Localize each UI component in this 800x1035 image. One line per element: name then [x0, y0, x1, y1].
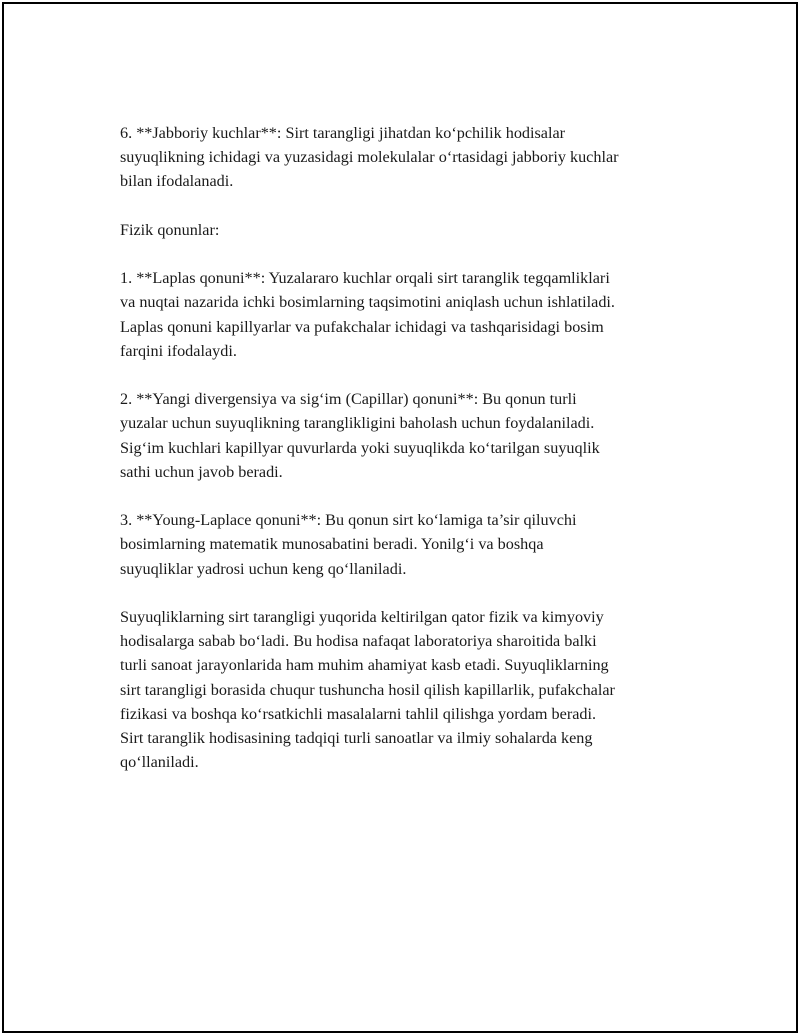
paragraph-young-laplace-qonuni: 3. **Young-Laplace qonuni**: Bu qonun sirt ko‘lamiga ta’sir qiluvchi bosimlarning matematik munosabatini beradi. Yonilg‘i va boshqa suyuqliklar yadrosi uchun keng qo‘llaniladi. [120, 511, 577, 578]
document-body [120, 121, 700, 799]
paragraph-jabboriy-kuchlar: 6. **Jabboriy kuchlar**: Sirt tarangligi jihatdan ko‘pchilik hodisalar suyuqlikning ichidagi va yuzasidagi molekulalar o‘rtasidagi jabboriy kuchlar bilan ifodalanadi. [120, 124, 619, 191]
paragraph-sigim-qonuni: 2. **Yangi divergensiya va sig‘im (Capillar) qonuni**: Bu qonun turli yuzalar uchun suyuqlikning taranglikligini baholash uchun foydalaniladi. Sig‘im kuchlari kapillyar quvurlarda yoki suyuqlikda ko‘tarilgan suyuqlik sathi uchun javob beradi. [120, 390, 600, 481]
document-page [2, 2, 798, 1033]
paragraph-laplas-qonuni: 1. **Laplas qonuni**: Yuzalararo kuchlar orqali sirt taranglik tegqamliklari va nuqtai nazarida ichki bosimlarning taqsimotini aniqlash uchun ishlatiladi. Laplas qonuni kapillyarlar va pufakchalar ichidagi va tashqarisidagi bosim farqini ifodalaydi. [120, 269, 615, 360]
section-heading-fizik-qonunlar: Fizik qonunlar: [120, 220, 220, 239]
paragraph-conclusion: Suyuqliklarning sirt tarangligi yuqorida keltirilgan qator fizik va kimyoviy hodisalarga sabab bo‘ladi. Bu hodisa nafaqat laboratoriya sharoitida balki turli sanoat jarayonlarida ham muhim ahamiyat kasb etadi. Suyuqliklarning sirt tarangligi borasida chuqur tushuncha hosil qilish kapillarlik, pufakchalar fizikasi va boshqa ko‘rsatkichli masalalarni tahlil qilishga yordam beradi. Sirt taranglik hodisasining tadqiqi turli sanoatlar va ilmiy sohalarda keng qo‘llaniladi. [120, 607, 615, 772]
